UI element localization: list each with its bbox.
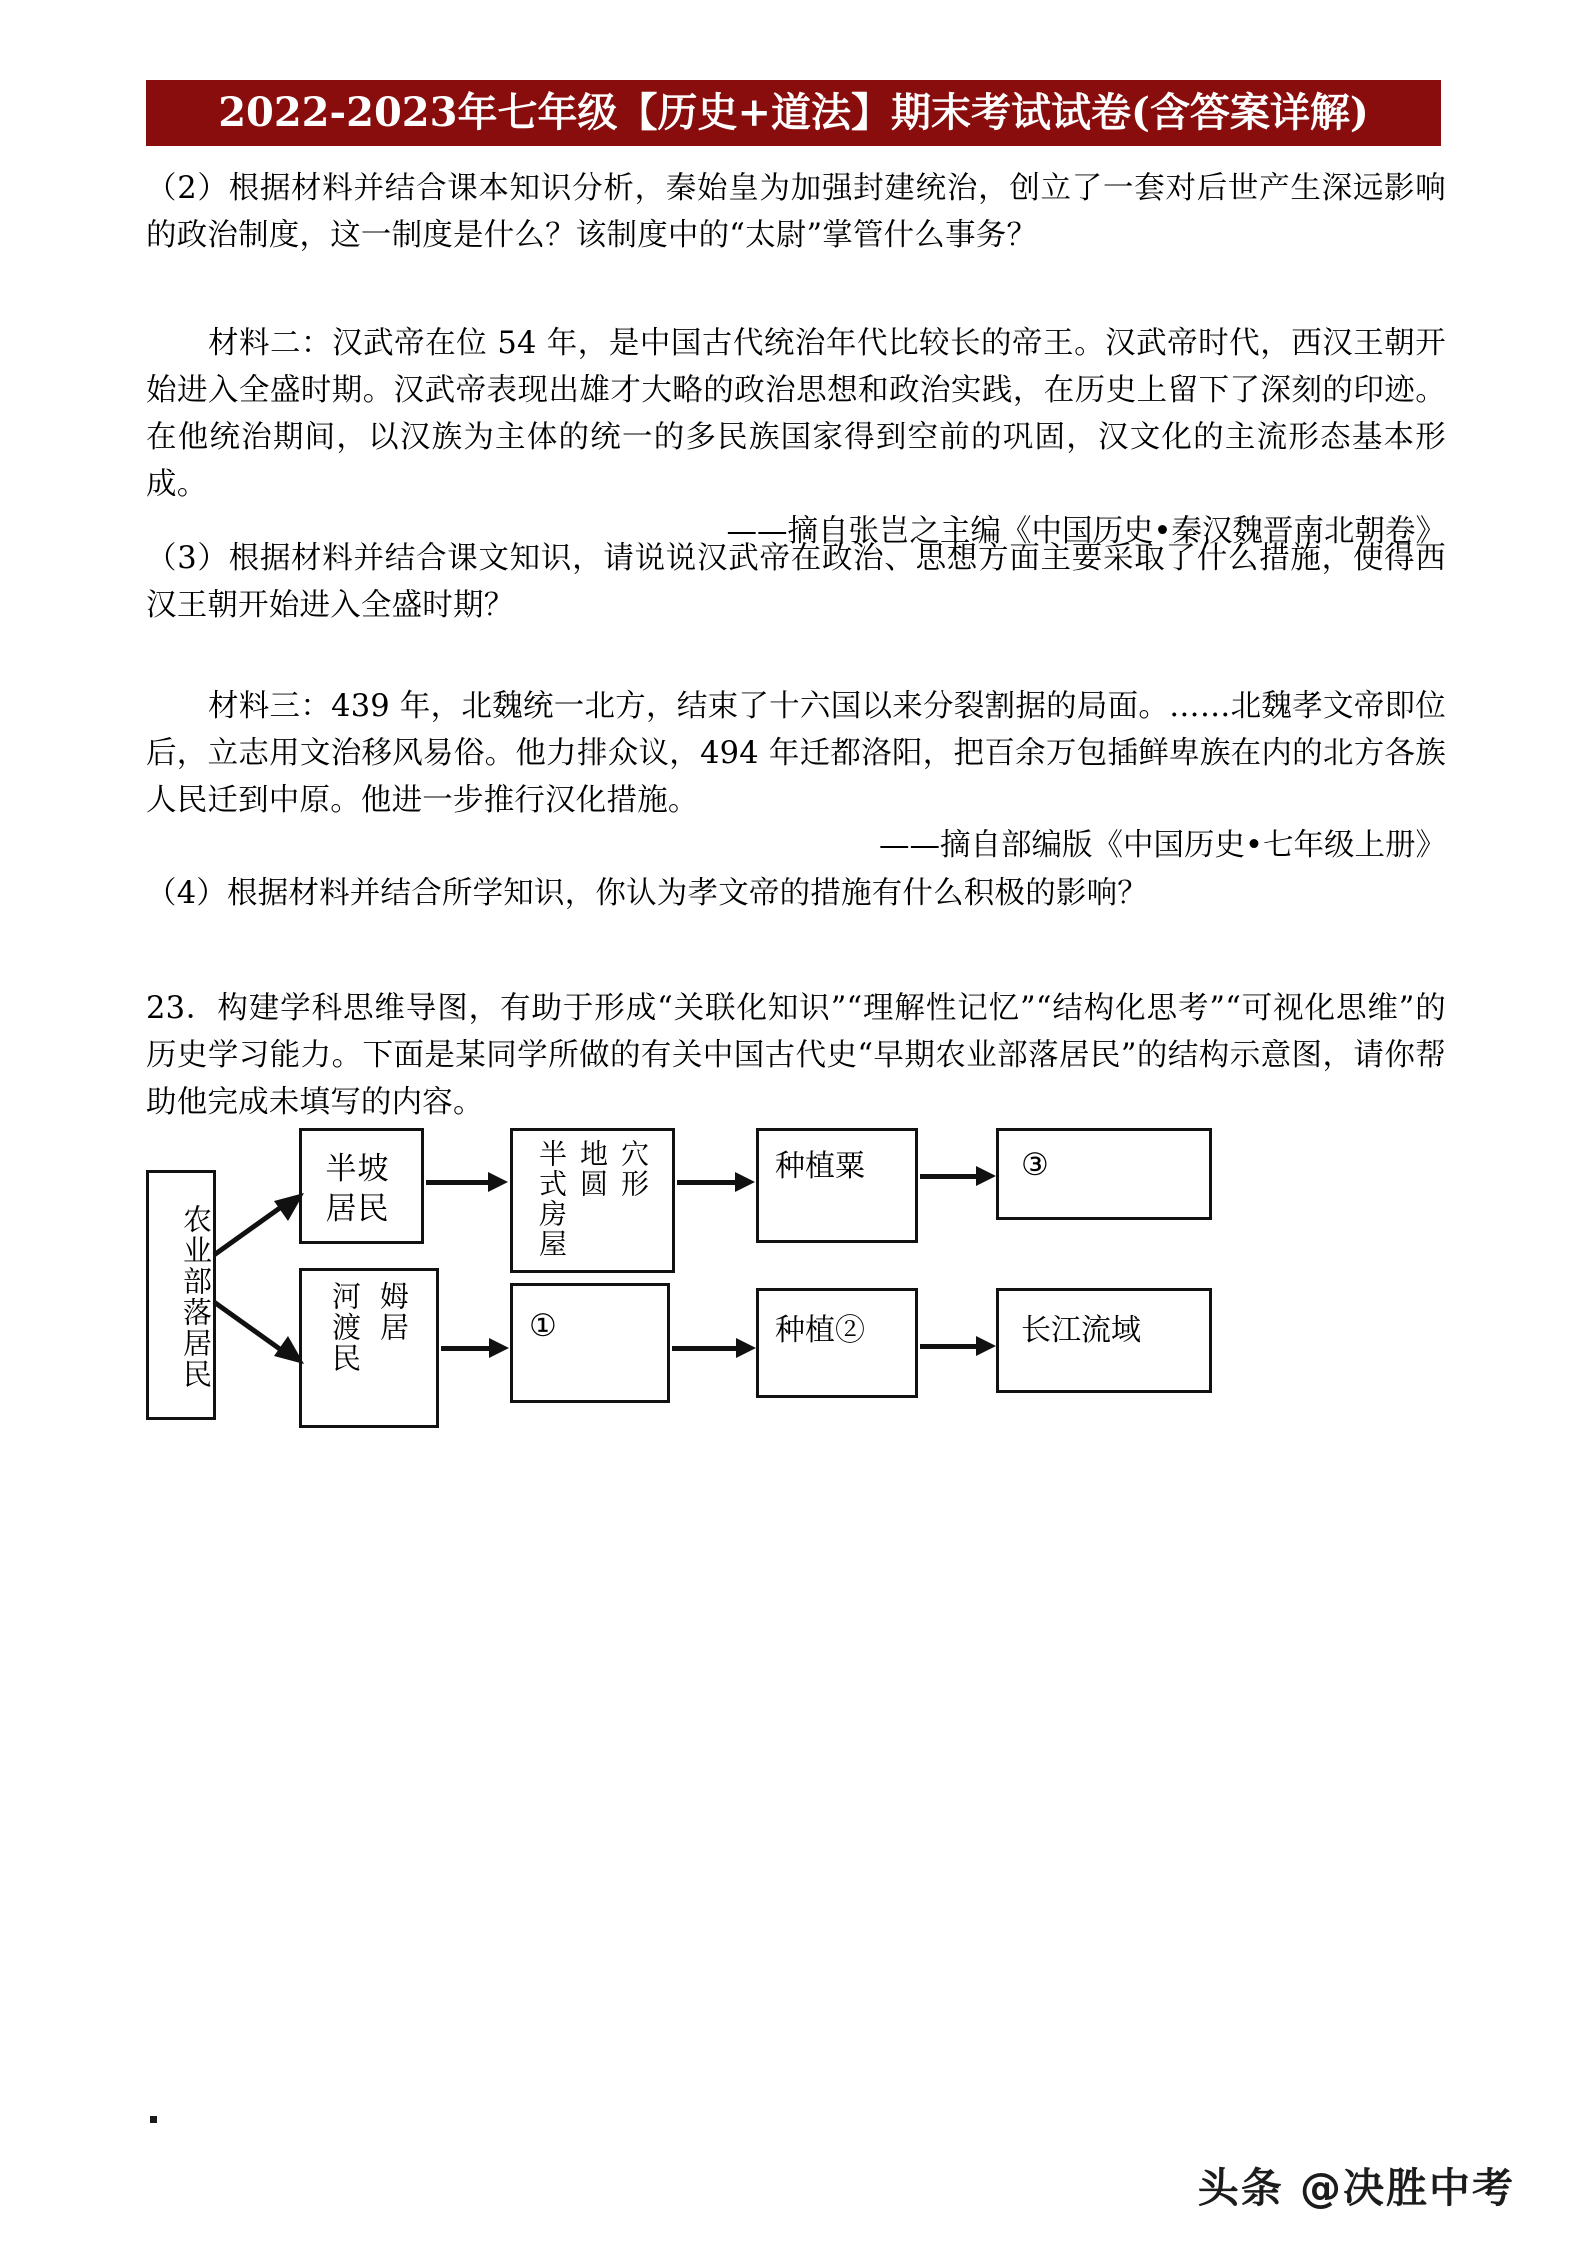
- diagram-box-banpo: [299, 1128, 424, 1244]
- question-23-text: 23．构建学科思维导图，有助于形成“关联化知识”“理解性记忆”“结构化思考”“可视化思维”的历史学习能力。下面是某同学所做的有关中国古代史“早期农业部落居民”的结构示意图，请你帮助他完成未填写的内容。: [146, 991, 1446, 1120]
- material-3-source: ——摘自部编版《中国历史•七年级上册》: [879, 828, 1446, 863]
- mind-map-diagram: [146, 1118, 1256, 1428]
- diagram-box-house-top-col3: 穴形: [617, 1139, 650, 1199]
- diagram-box-root-label: 农业部落居民: [179, 1204, 213, 1390]
- material-3-text: 材料三：439 年，北魏统一北方，结束了十六国以来分裂割据的局面。……北魏孝文帝即位后，立志用文治移风易俗。他力排众议，494 年迁都洛阳，把百余万包插鲜卑族在内的北方各族人民迁到中原。他进一步推行汉化措施。: [146, 689, 1446, 818]
- diagram-box-house-bottom: [510, 1283, 670, 1403]
- question-4-text: （4）根据材料并结合所学知识，你认为孝文帝的措施有什么积极的影响？: [146, 876, 1149, 911]
- diagram-box-crop-top-label: 种植粟: [775, 1149, 865, 1184]
- question-2-text: （2）根据材料并结合课本知识分析，秦始皇为加强封建统治，创立了一套对后世产生深远影响的政治制度，这一制度是什么？该制度中的“太尉”掌管什么事务？: [146, 171, 1446, 253]
- diagram-box-region-bottom: [996, 1288, 1212, 1393]
- diagram-box-crop-bottom-label: 种植②: [775, 1313, 865, 1348]
- diagram-box-crop-top: [756, 1128, 918, 1243]
- diagram-box-region-top: [996, 1128, 1212, 1220]
- diagram-box-region-bottom-label: 长江流域: [1021, 1313, 1141, 1348]
- watermark-toutiao: 头条 @决胜中考: [1197, 2164, 1515, 2212]
- diagram-box-house-bottom-label: ①: [529, 1308, 557, 1344]
- diagram-box-region-top-label: ③: [1021, 1147, 1049, 1183]
- diagram-arrow-root-to-hemudu: [212, 1296, 307, 1366]
- diagram-box-hemudu: [299, 1268, 439, 1428]
- diagram-box-house-top-col1: 半式房屋: [535, 1139, 568, 1259]
- diagram-arrow-root-to-banpo: [212, 1193, 307, 1263]
- diagram-box-house-top-col2: 地圆: [576, 1139, 609, 1199]
- diagram-box-crop-bottom: [756, 1288, 918, 1398]
- diagram-box-hemudu-label-col1: 河渡民: [328, 1281, 362, 1374]
- question-3-text: （3）根据材料并结合课文知识，请说说汉武帝在政治、思想方面主要采取了什么措施，使得西汉王朝开始进入全盛时期？: [146, 541, 1446, 623]
- material-2-text: 材料二：汉武帝在位 54 年，是中国古代统治年代比较长的帝王。汉武帝时代，西汉王朝开始进入全盛时期。汉武帝表现出雄才大略的政治思想和政治实践，在历史上留下了深刻的印迹。在他统治期间，以汉族为主体的统一的多民族国家得到空前的巩固，汉文化的主流形态基本形成。: [146, 326, 1446, 502]
- page-period-mark: [150, 2116, 157, 2123]
- diagram-box-root: [146, 1170, 216, 1420]
- page-title: 2022-2023年七年级【历史+道法】期末考试试卷(含答案详解): [218, 89, 1369, 136]
- diagram-box-house-top: [510, 1128, 675, 1273]
- diagram-box-banpo-label: 半坡居民: [325, 1151, 390, 1227]
- diagram-box-hemudu-label-col2: 姆居: [376, 1281, 410, 1343]
- material-2-source: ——摘自张岂之主编《中国历史•秦汉魏晋南北朝卷》: [726, 514, 1446, 549]
- exam-title-banner: [146, 80, 1441, 146]
